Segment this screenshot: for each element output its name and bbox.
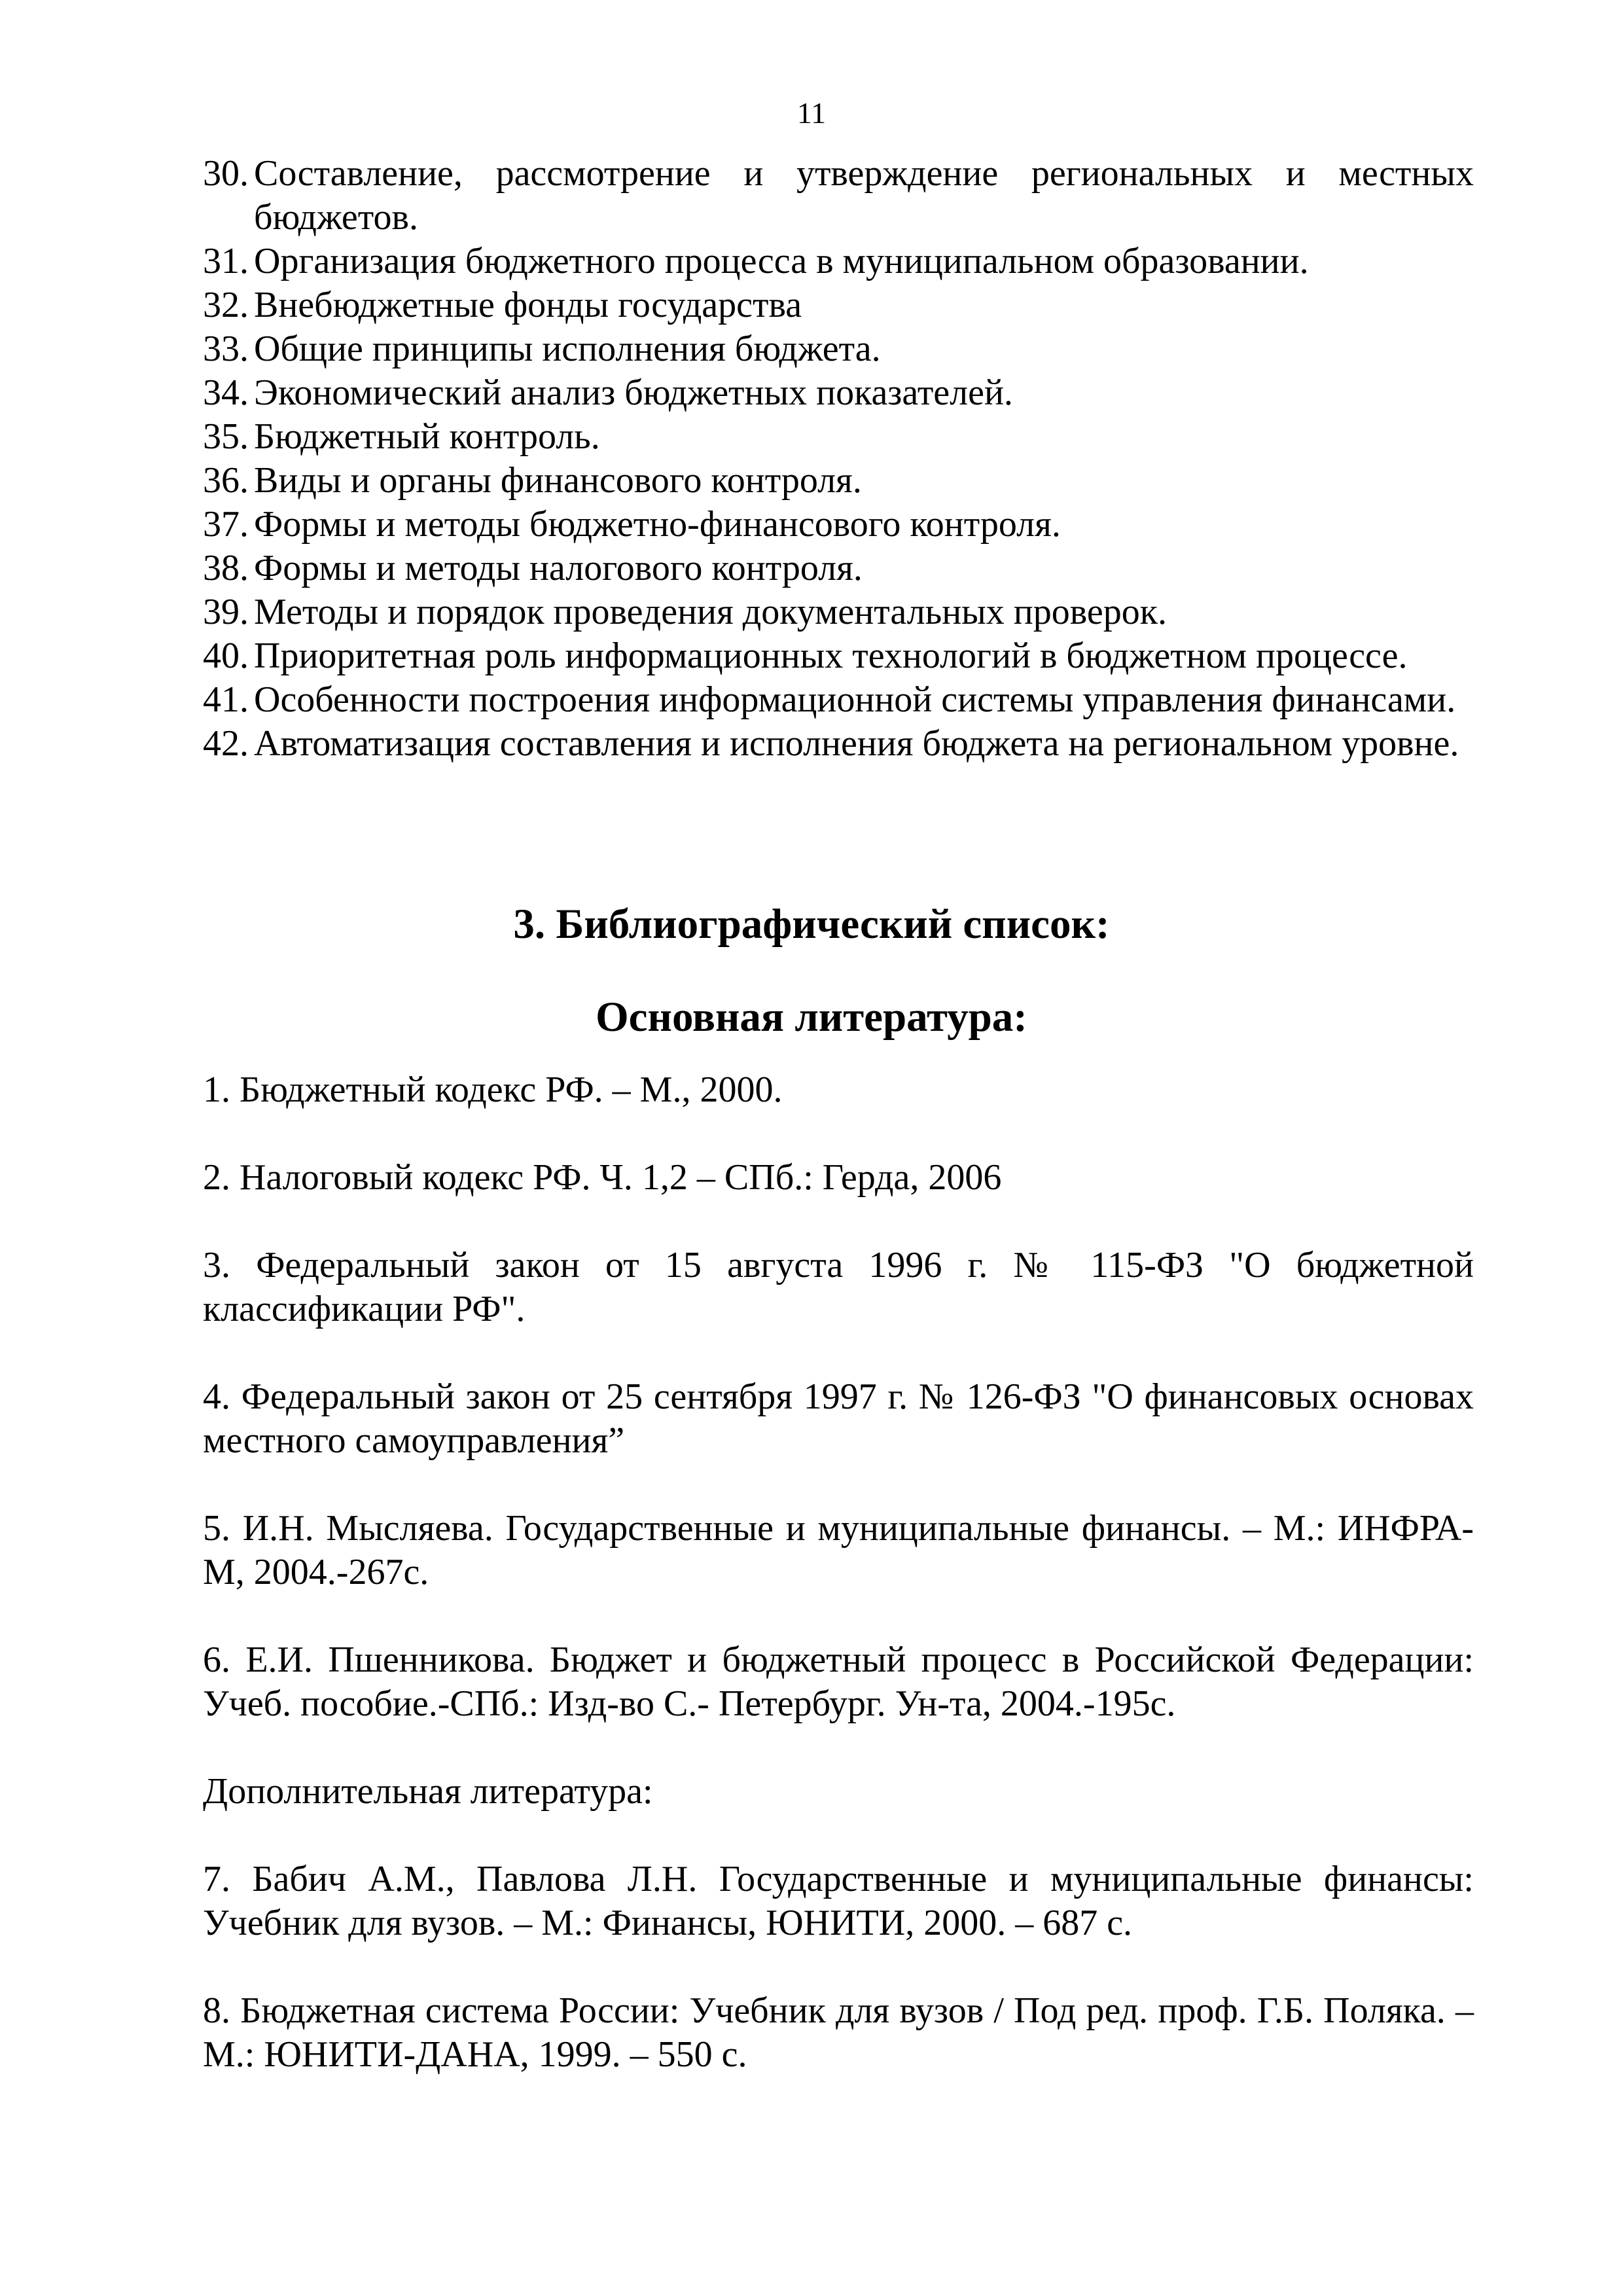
topic-item <box>203 459 1474 503</box>
topic-number: 36. <box>203 460 249 501</box>
topic-text: Приоритетная роль информационных технологий в бюджетном процессе. <box>254 636 1408 676</box>
topic-text: Автоматизация составления и исполнения бюджета на региональном уровне. <box>254 723 1459 764</box>
topic-number: 32. <box>203 285 249 325</box>
topic-number: 41. <box>203 679 249 720</box>
topic-text: Общие принципы исполнения бюджета. <box>254 329 881 369</box>
reference-item: 3. Федеральный закон от 15 августа 1996 г. № 115-ФЗ "О бюджетной классификации РФ". <box>203 1245 1474 1329</box>
topic-item <box>203 283 1474 327</box>
topic-item <box>203 415 1474 459</box>
additional-literature-heading: Дополнительная литература: <box>203 1771 653 1812</box>
reference-item: 1. Бюджетный кодекс РФ. – М., 2000. <box>203 1069 783 1110</box>
topic-text: Виды и органы финансового контроля. <box>254 460 862 501</box>
reference-item: 5. И.Н. Мысляева. Государственные и муниципальные финансы. – М.: ИНФРА-М, 2004.-267с. <box>203 1508 1474 1592</box>
topic-item <box>203 503 1474 547</box>
reference-list <box>203 1068 1474 2121</box>
topic-number: 33. <box>203 329 249 369</box>
topic-number: 37. <box>203 504 249 545</box>
topic-number: 40. <box>203 636 249 676</box>
topic-text: Составление, рассмотрение и утверждение региональных и местных бюджетов. <box>254 153 1474 238</box>
topic-text: Экономический анализ бюджетных показателей. <box>254 372 1013 413</box>
topic-number: 31. <box>203 241 249 281</box>
topic-text: Организация бюджетного процесса в муниципальном образовании. <box>254 241 1309 281</box>
topic-number: 38. <box>203 548 249 588</box>
topic-number: 39. <box>203 592 249 632</box>
topic-item <box>203 547 1474 590</box>
topic-item <box>203 240 1474 283</box>
topic-item <box>203 590 1474 634</box>
reference-item: 6. Е.И. Пшенникова. Бюджет и бюджетный процесс в Российской Федерации: Учеб. пособие.-СПб.: Изд-во С.- Петербург. Ун-та, 2004.-195с. <box>203 1640 1474 1724</box>
topic-number: 34. <box>203 372 249 413</box>
reference-item: 2. Налоговый кодекс РФ. Ч. 1,2 – СПб.: Герда, 2006 <box>203 1157 1002 1198</box>
topic-text: Бюджетный контроль. <box>254 416 600 457</box>
bibliography-title: 3. Библиографический список: <box>513 901 1110 948</box>
topic-text: Методы и порядок проведения документальных проверок. <box>254 592 1167 632</box>
topic-text: Внебюджетные фонды государства <box>254 285 802 325</box>
topic-item <box>203 634 1474 678</box>
topic-text: Формы и методы бюджетно-финансового контроля. <box>254 504 1061 545</box>
topic-item <box>203 371 1474 415</box>
reference-item: 4. Федеральный закон от 25 сентября 1997 г. № 126-ФЗ "О финансовых основах местного самоуправления” <box>203 1376 1474 1461</box>
topic-number: 42. <box>203 723 249 764</box>
topic-number: 35. <box>203 416 249 457</box>
topic-item <box>203 152 1474 240</box>
page-number: 11 <box>796 96 827 130</box>
topic-text: Особенности построения информационной системы управления финансами. <box>254 679 1456 720</box>
topic-item <box>203 327 1474 371</box>
topic-list <box>203 152 1474 766</box>
topic-number: 30. <box>203 153 249 194</box>
reference-item: 8. Бюджетная система России: Учебник для вузов / Под ред. проф. Г.Б. Поляка. – М.: ЮНИТИ-ДАНА, 1999. – 550 с. <box>203 1990 1474 2075</box>
topic-text: Формы и методы налогового контроля. <box>254 548 863 588</box>
topic-item <box>203 722 1474 766</box>
main-literature-heading: Основная литература: <box>596 994 1027 1041</box>
reference-item: 7. Бабич А.М., Павлова Л.Н. Государственные и муниципальные финансы: Учебник для вузов. – М.: Финансы, ЮНИТИ, 2000. – 687 с. <box>203 1859 1474 1943</box>
topic-item <box>203 678 1474 722</box>
